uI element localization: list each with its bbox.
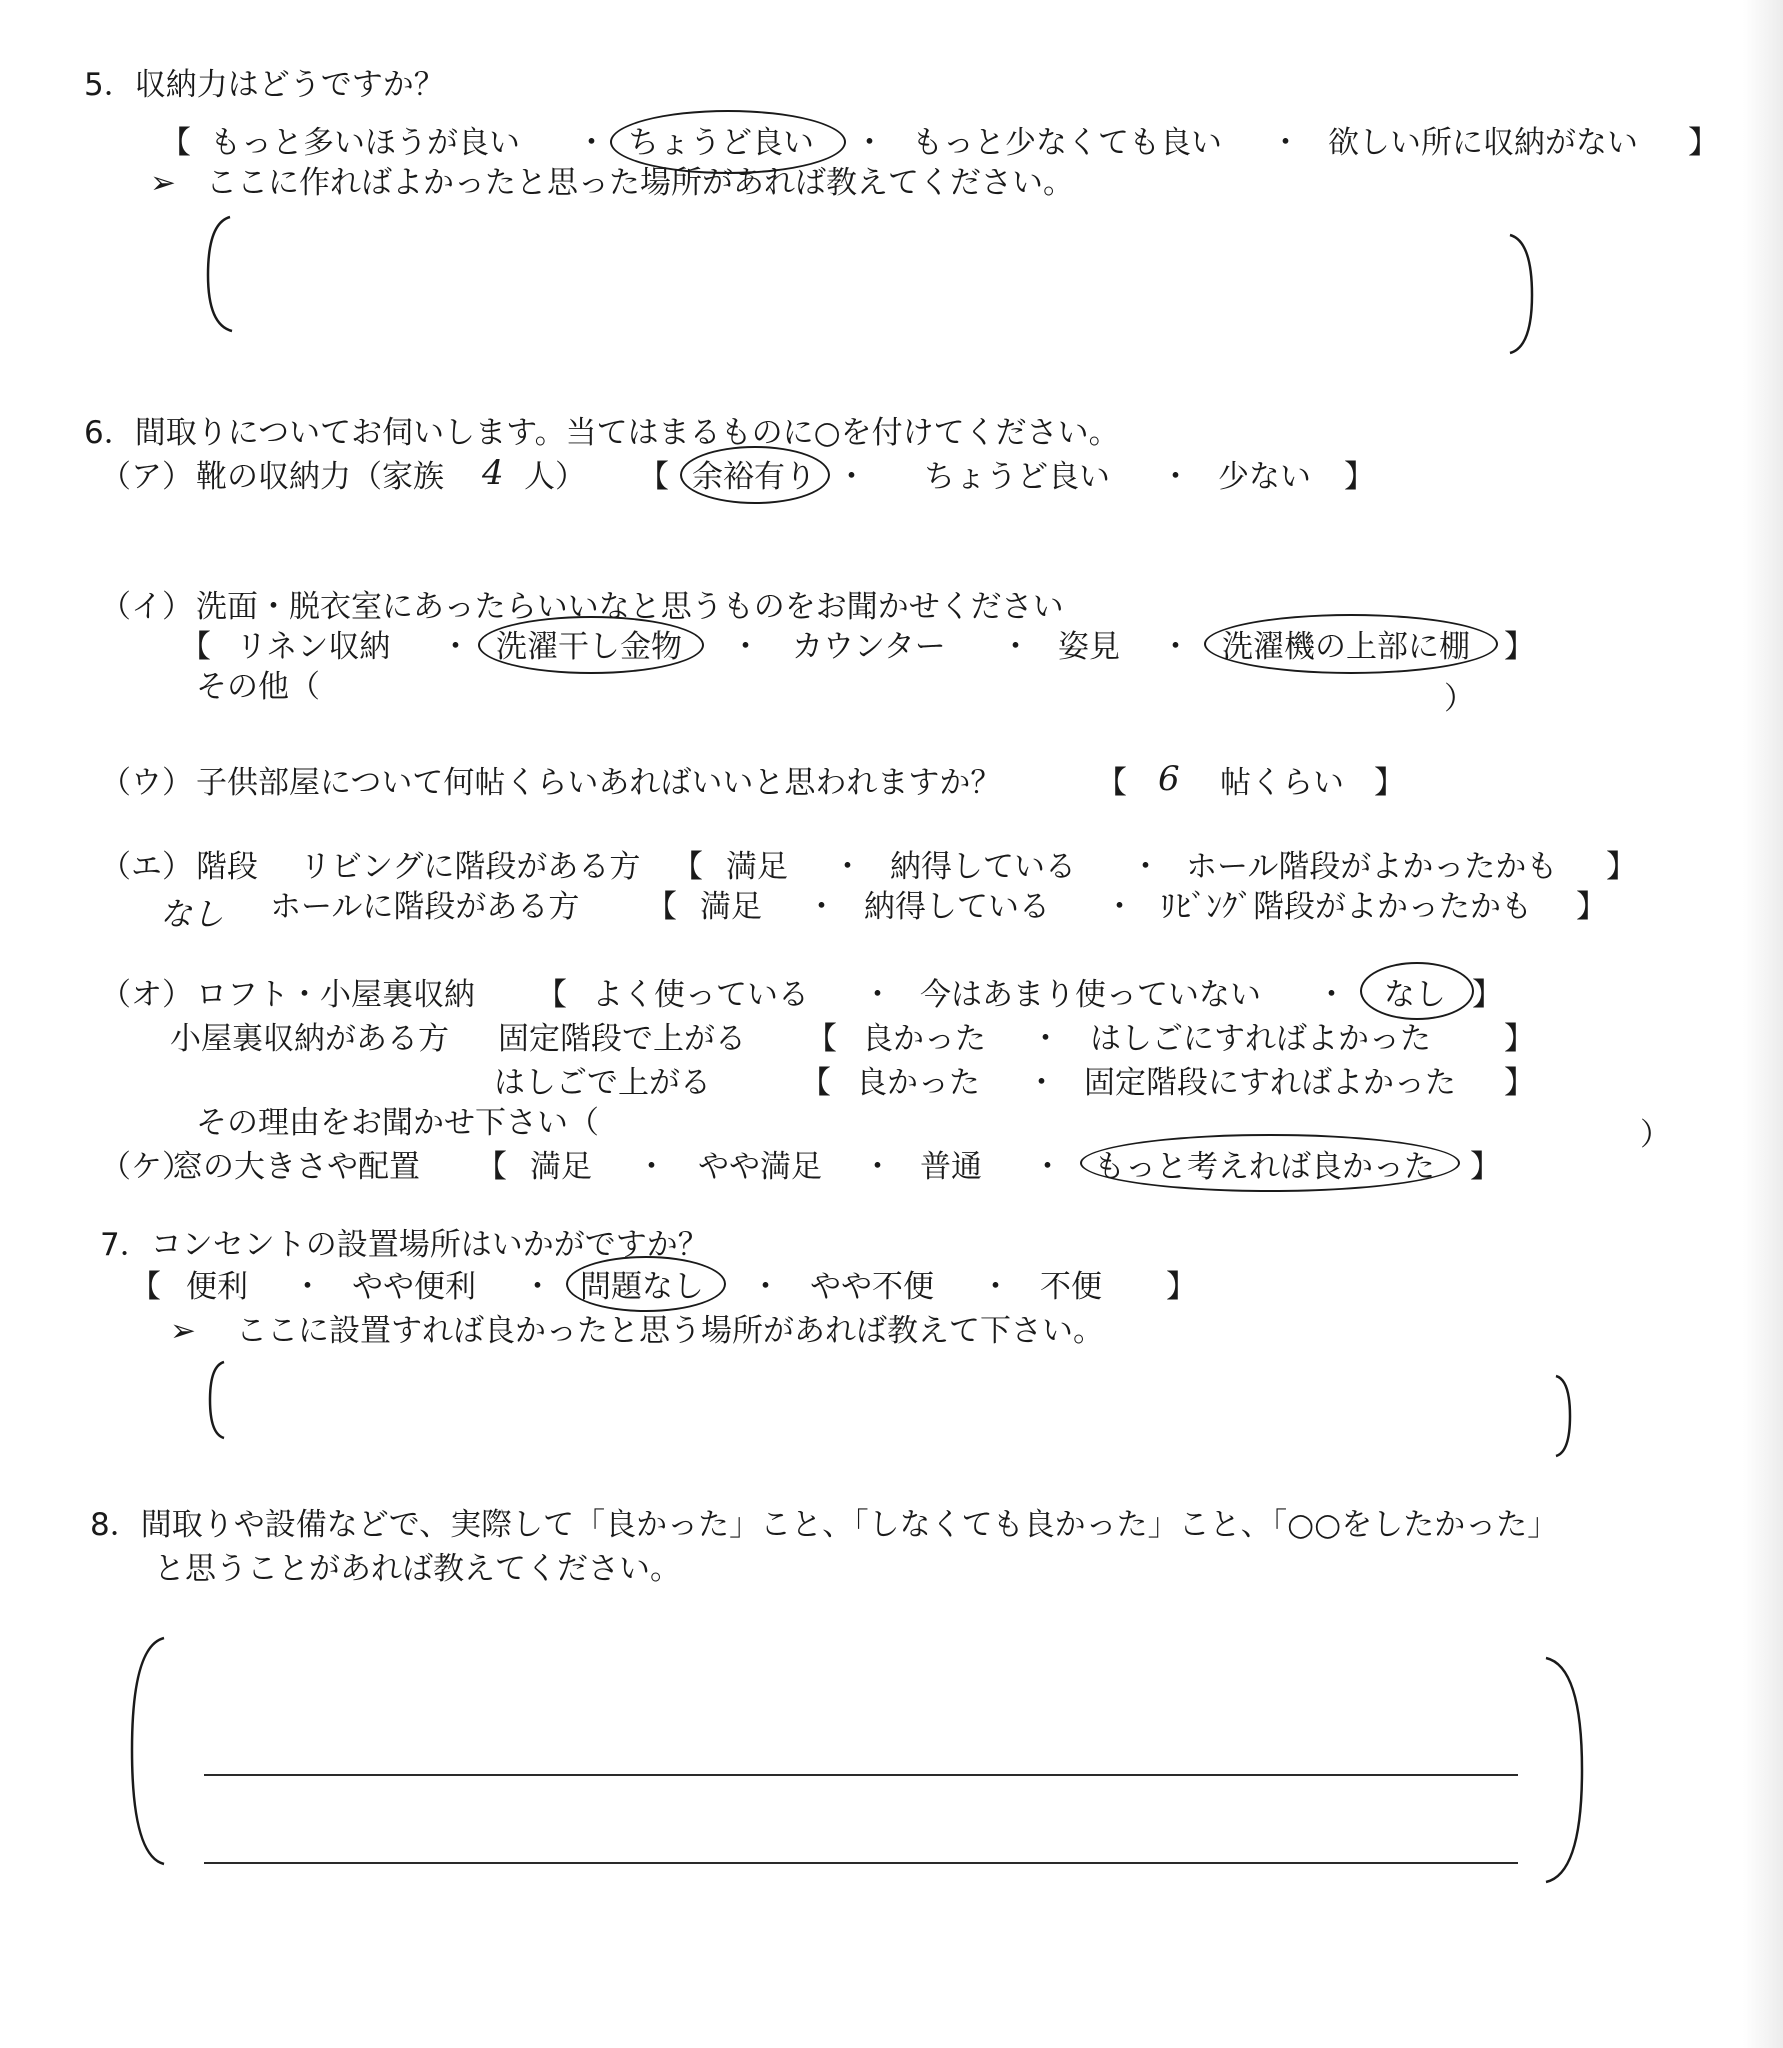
q7-option-5[interactable]: 不便 (1040, 1269, 1102, 1305)
q7-selected-circle (566, 1256, 726, 1312)
q6o-fixed-option-1[interactable]: 良かった (862, 1021, 986, 1057)
q6e-hall-bracket-open: 【 (646, 889, 677, 925)
q6ke-option-4[interactable]: もっと考えれば良かった (1094, 1149, 1435, 1185)
q5-box-right-paren (1510, 235, 1532, 353)
q6o-reason-close: ） (1640, 1117, 1671, 1153)
q6a-selected-circle (680, 446, 830, 504)
q7-title: 7．コンセントの設置場所はいかがですか？ (100, 1227, 709, 1263)
q6a-option-1[interactable]: 余裕有り (692, 459, 816, 495)
q6ke-option-1[interactable]: 満足 (530, 1149, 592, 1185)
q6i-other-close: ） (1444, 681, 1475, 717)
q6i-question: 洗面・脱衣室にあったらいいなと思うものをお聞かせください (196, 589, 1064, 625)
q7-box-left-paren (210, 1362, 224, 1438)
q6i-option-4[interactable]: 姿見 (1058, 629, 1120, 665)
q5-box-left-paren (208, 217, 232, 331)
q6i-bracket-open: 【 (180, 629, 211, 665)
q5-option-2[interactable]: ちょうど良い (628, 125, 814, 161)
q6ke-dot-2: ・ (862, 1149, 893, 1185)
q8-box-left-paren (132, 1638, 164, 1864)
q6o-fixed-label: 固定階段で上がる (498, 1021, 746, 1057)
q6e-hall-dot-2: ・ (1104, 889, 1135, 925)
q5-option-3[interactable]: もっと少なくても良い (912, 125, 1222, 161)
q6e-hall-label: ホールに階段がある方 (270, 889, 580, 925)
q6a-text-after: 人） (524, 459, 586, 495)
q7-bracket-open: 【 (130, 1269, 161, 1305)
q6u-question: 子供部屋について何帖くらいあればいいと思われますか？ (196, 765, 1002, 801)
q6e-living-bracket-open: 【 (672, 849, 703, 885)
q6e-hall-option-2[interactable]: 納得している (864, 889, 1050, 925)
q6i-dot-3: ・ (1000, 629, 1031, 665)
q6o-ladder-option-1[interactable]: 良かった (856, 1065, 980, 1101)
q6e-living-option-2[interactable]: 納得している (890, 849, 1076, 885)
q6e-stairs: 階段 (196, 849, 258, 885)
q6i-option-5[interactable]: 洗濯機の上部に棚 (1222, 629, 1470, 665)
q6o-reason-label: その理由をお聞かせ下さい（ (196, 1105, 599, 1141)
q7-option-2[interactable]: やや便利 (352, 1269, 476, 1305)
q6o-ladder-dot: ・ (1026, 1065, 1057, 1101)
q6ke-bracket-open: 【 (476, 1149, 507, 1185)
q6o-dot-2: ・ (1316, 977, 1347, 1013)
q6o-fixed-dot: ・ (1030, 1021, 1061, 1057)
q5-prompt-arrow: ➢ (150, 165, 176, 201)
q6u-handwritten-answer: 6 (1158, 759, 1180, 799)
q6ke-label: （ケ） (100, 1149, 193, 1185)
q6e-living-dot-1: ・ (832, 849, 863, 885)
q6ke-bracket-close: 】 (1470, 1149, 1501, 1185)
q6e-living-label: リビングに階段がある方 (300, 849, 641, 885)
q6o-fixed-bracket-close: 】 (1504, 1021, 1535, 1057)
q6ke-option-2[interactable]: やや満足 (698, 1149, 822, 1185)
q8-box-right-paren (1546, 1658, 1582, 1882)
q7-prompt: ここに設置すれば良かったと思う場所があれば教えて下さい。 (236, 1313, 1104, 1349)
q6a-option-2[interactable]: ちょうど良い (924, 459, 1110, 495)
q6e-handwritten-note: なし (160, 895, 225, 933)
q5-dot-3: ・ (1270, 125, 1301, 161)
q6ke-selected-circle (1080, 1134, 1460, 1192)
q6o-option-1[interactable]: よく使っている (592, 977, 809, 1013)
q6o-bracket-close: 】 (1472, 977, 1503, 1013)
q6i-option-1[interactable]: リネン収納 (236, 629, 391, 665)
q6ke-question: 窓の大きさや配置 (172, 1149, 420, 1185)
q6e-living-bracket-close: 】 (1606, 849, 1637, 885)
q6o-fixed-bracket-open: 【 (806, 1021, 837, 1057)
q5-answer-box[interactable] (200, 215, 1540, 355)
q6i-option-2[interactable]: 洗濯干し金物 (496, 629, 682, 665)
q5-prompt: ここに作ればよかったと思った場所があれば教えてください。 (206, 165, 1074, 201)
q5-dot-1: ・ (576, 125, 607, 161)
q6a-text-before: 靴の収納力（家族 (196, 459, 444, 495)
q7-dot-3: ・ (750, 1269, 781, 1305)
q6i-dot-4: ・ (1160, 629, 1191, 665)
q6o-option-2[interactable]: 今はあまり使っていない (920, 977, 1261, 1013)
q8-answer-line-1 (204, 1774, 1518, 1776)
q6o-fixed-option-2[interactable]: はしごにすればよかった (1090, 1021, 1431, 1057)
q6o-ladder-label: はしごで上がる (494, 1065, 711, 1101)
q6e-living-option-3[interactable]: ホール階段がよかったかも (1186, 849, 1558, 885)
q6i-label: （イ） (100, 589, 193, 625)
q6i-bracket-close: 】 (1504, 629, 1535, 665)
q7-box-right-paren (1556, 1376, 1570, 1456)
q7-prompt-arrow: ➢ (170, 1313, 196, 1349)
q6o-ladder-bracket-close: 】 (1504, 1065, 1535, 1101)
q7-option-3[interactable]: 問題なし (580, 1269, 704, 1305)
q6a-handwritten-count: 4 (482, 453, 504, 493)
q5-bracket-close: 】 (1688, 125, 1719, 161)
q8-title-line2: と思うことがあれば教えてください。 (154, 1551, 681, 1587)
q6a-label: （ア） (100, 459, 193, 495)
q6u-label: （ウ） (100, 765, 193, 801)
q6o-dot-1: ・ (862, 977, 893, 1013)
q6e-hall-option-3[interactable]: ﾘﾋﾞﾝｸﾞ階段がよかったかも (1160, 889, 1532, 925)
q6e-hall-option-1[interactable]: 満足 (700, 889, 762, 925)
q7-answer-box[interactable] (200, 1360, 1580, 1460)
q7-dot-1: ・ (292, 1269, 323, 1305)
q8-answer-line-2 (204, 1862, 1518, 1864)
q6a-dot-1: ・ (836, 459, 867, 495)
q7-dot-2: ・ (522, 1269, 553, 1305)
q6e-living-dot-2: ・ (1130, 849, 1161, 885)
q8-title-line1: 8．間取りや設備などで、実際して「良かった」こと、「しなくても良かった」こと、「○○をしたかった」 (90, 1507, 1559, 1543)
q6o-selected-circle (1360, 962, 1474, 1020)
q6-title: 6．間取りについてお伺いします。当てはまるものに○を付けてください。 (84, 415, 1120, 451)
q6u-bracket-open: 【 (1096, 765, 1127, 801)
q6o-ladder-bracket-open: 【 (800, 1065, 831, 1101)
q8-answer-box[interactable] (120, 1630, 1590, 1890)
q6ke-option-3[interactable]: 普通 (920, 1149, 982, 1185)
scan-edge-shadow (1743, 0, 1783, 2048)
q5-bracket-open: 【 (160, 125, 191, 161)
q7-bracket-close: 】 (1166, 1269, 1197, 1305)
q6o-label: （オ） (100, 977, 193, 1013)
q6e-living-option-1[interactable]: 満足 (726, 849, 788, 885)
q5-title: 5．収納力はどうですか？ (84, 67, 445, 103)
q6a-bracket-close: 】 (1344, 459, 1375, 495)
q6o-question: ロフト・小屋裏収納 (196, 977, 475, 1013)
q6o-option-3[interactable]: なし (1384, 977, 1446, 1013)
q6i-option-3[interactable]: カウンター (792, 629, 946, 665)
q7-option-4[interactable]: やや不便 (810, 1269, 934, 1305)
q6e-hall-bracket-close: 】 (1576, 889, 1607, 925)
q6ke-dot-1: ・ (636, 1149, 667, 1185)
q6o-ladder-option-2[interactable]: 固定階段にすればよかった (1084, 1065, 1456, 1101)
q5-option-4[interactable]: 欲しい所に収納がない (1328, 125, 1638, 161)
q6ke-dot-3: ・ (1032, 1149, 1063, 1185)
q6o-bracket-open: 【 (536, 977, 567, 1013)
q6u-answer-suffix: 帖くらい (1220, 765, 1344, 801)
q6i-other-label: その他（ (196, 669, 320, 705)
q7-option-1[interactable]: 便利 (186, 1269, 248, 1305)
q6i-selected-circle-2 (1204, 614, 1498, 674)
q6a-dot-2: ・ (1160, 459, 1191, 495)
q6u-bracket-close: 】 (1374, 765, 1405, 801)
q6e-hall-dot-1: ・ (806, 889, 837, 925)
q6o-attic-label: 小屋裏収納がある方 (170, 1021, 449, 1057)
q6a-bracket-open: 【 (638, 459, 669, 495)
q7-dot-4: ・ (980, 1269, 1011, 1305)
q6e-label: （エ） (100, 849, 193, 885)
q6a-option-3[interactable]: 少ない (1218, 459, 1311, 495)
q5-option-1[interactable]: もっと多いほうが良い (210, 125, 520, 161)
q5-dot-2: ・ (854, 125, 885, 161)
q6i-selected-circle-1 (478, 616, 704, 674)
q6i-dot-2: ・ (730, 629, 761, 665)
q6i-dot-1: ・ (440, 629, 471, 665)
